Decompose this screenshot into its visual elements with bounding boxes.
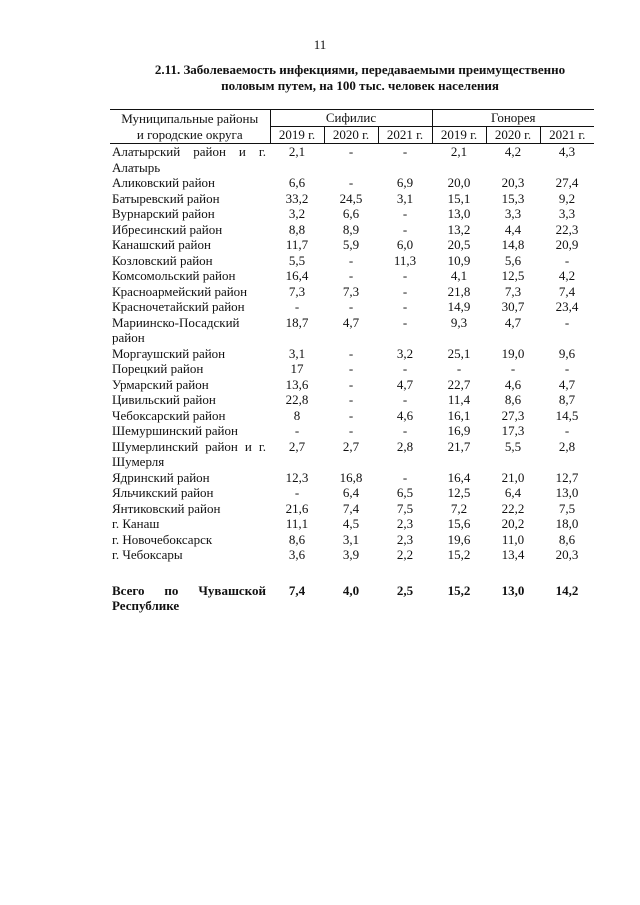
- row-value: 3,2: [288, 206, 306, 221]
- table-row: [110, 485, 594, 501]
- row-name: Чебоксарский район: [112, 407, 226, 423]
- row-name: Порецкий район: [112, 361, 204, 376]
- row-value: 8,6: [504, 392, 522, 407]
- table-row: [110, 439, 594, 470]
- row-value: -: [294, 423, 300, 438]
- row-value: 16,4: [447, 469, 471, 485]
- row-value: 5,5: [288, 252, 306, 268]
- header-gonorrhea: Гонорея: [432, 110, 594, 127]
- row-value: -: [348, 175, 354, 190]
- row-value: 3,6: [288, 547, 306, 562]
- row-value: 22,3: [555, 221, 579, 237]
- row-value: 4,2: [504, 144, 522, 159]
- header-year: 2019 г.: [270, 127, 324, 144]
- row-value: 7,4: [342, 500, 360, 516]
- row-value: 19,6: [447, 531, 471, 547]
- row-value: 4,7: [504, 314, 522, 330]
- row-value: 15,1: [447, 190, 471, 206]
- row-value: 14,9: [447, 299, 471, 314]
- table-title-line-1: 2.11. Заболеваемость инфекциями, передаваемыми преимущественно: [154, 62, 566, 77]
- row-value: 14,5: [555, 407, 579, 423]
- header-year: 2020 г.: [324, 127, 378, 144]
- row-value: 21,0: [501, 469, 525, 485]
- table-row: [110, 299, 594, 315]
- table-row: [110, 268, 594, 284]
- row-value: 4,2: [558, 268, 576, 283]
- row-value: 9,2: [558, 190, 576, 206]
- table-row: [110, 253, 594, 269]
- row-value: 3,3: [504, 206, 522, 221]
- row-value: 19,0: [501, 345, 525, 361]
- row-value: 27,4: [555, 175, 579, 190]
- row-value: -: [348, 345, 354, 361]
- row-value: 16,8: [339, 469, 363, 485]
- row-value: -: [348, 361, 354, 376]
- row-value: 4,1: [450, 268, 468, 283]
- row-name: Красноармейский район: [112, 283, 248, 299]
- row-value: 7,4: [558, 283, 576, 299]
- row-value: 4,0: [342, 582, 360, 598]
- row-value: 14,8: [501, 237, 525, 252]
- row-value: 13,6: [285, 376, 309, 392]
- row-name: Красночетайский район: [112, 299, 245, 314]
- row-value: 21,7: [447, 438, 471, 454]
- row-value: -: [564, 314, 570, 330]
- row-value: 9,3: [450, 314, 468, 330]
- row-name: Батыревский район: [112, 190, 220, 206]
- row-value: 20,2: [501, 516, 525, 531]
- row-value: 8,6: [558, 531, 576, 547]
- header-year: 2021 г.: [540, 127, 594, 144]
- row-value: 7,4: [288, 582, 306, 598]
- table-row: [110, 284, 594, 300]
- row-value: 20,3: [555, 547, 579, 562]
- row-value: 33,2: [285, 190, 309, 206]
- row-value: -: [348, 144, 354, 159]
- row-value: 14,2: [555, 582, 579, 598]
- row-name: Шумерлинский район и г. Шумерля: [112, 438, 266, 469]
- row-value: 21,8: [447, 283, 471, 299]
- row-value: 5,6: [504, 252, 522, 268]
- row-value: 7,3: [288, 283, 306, 299]
- row-name: Аликовский район: [112, 175, 215, 190]
- row-value: 2,8: [396, 438, 414, 454]
- row-name: Урмарский район: [112, 376, 209, 392]
- row-value: -: [294, 299, 300, 314]
- row-name: Ядринский район: [112, 469, 210, 485]
- table-row: [110, 423, 594, 439]
- row-name: Канашский район: [112, 237, 211, 252]
- header-year: 2021 г.: [378, 127, 432, 144]
- row-value: 11,4: [447, 392, 471, 407]
- table-row: [110, 377, 594, 393]
- row-value: 25,1: [447, 345, 471, 361]
- row-value: 12,5: [501, 268, 525, 283]
- row-value: 2,8: [558, 438, 576, 454]
- row-value: 18,0: [555, 516, 579, 531]
- row-value: -: [348, 299, 354, 314]
- row-value: 6,9: [396, 175, 414, 190]
- table-row: [110, 206, 594, 222]
- row-value: 7,5: [558, 500, 576, 516]
- row-value: 20,0: [447, 175, 471, 190]
- row-value: 2,1: [450, 144, 468, 159]
- row-value: 17,3: [501, 423, 525, 438]
- page-number: 11: [313, 37, 327, 52]
- row-value: 16,9: [447, 423, 471, 438]
- row-value: 13,0: [501, 582, 525, 598]
- row-value: -: [402, 299, 408, 314]
- row-value: 16,4: [285, 268, 309, 283]
- row-name: г. Чебоксары: [112, 547, 183, 562]
- header-year: 2020 г.: [486, 127, 540, 144]
- row-value: 15,2: [447, 582, 471, 598]
- spacer-row: [110, 563, 594, 583]
- row-value: -: [402, 221, 408, 237]
- row-value: 13,2: [447, 221, 471, 237]
- row-value: 15,3: [501, 190, 525, 206]
- row-value: 8,7: [558, 392, 576, 407]
- row-value: -: [348, 423, 354, 438]
- morbidity-table: [110, 109, 594, 614]
- row-value: 6,5: [396, 485, 414, 500]
- table-row: [110, 346, 594, 362]
- table-row: [110, 237, 594, 253]
- total-row: [110, 583, 594, 614]
- row-value: 6,6: [288, 175, 306, 190]
- table-body: [110, 144, 594, 614]
- row-value: -: [348, 376, 354, 392]
- header-municipality-line-2: и городские округа: [136, 126, 243, 142]
- row-value: 12,5: [447, 485, 471, 500]
- row-value: -: [402, 361, 408, 376]
- row-name: Ибресинский район: [112, 221, 223, 237]
- row-value: 2,3: [396, 531, 414, 547]
- table-row: [110, 408, 594, 424]
- morbidity-table-container: [110, 109, 594, 614]
- table-row: [110, 361, 594, 377]
- row-value: -: [402, 144, 408, 159]
- row-value: -: [402, 283, 408, 299]
- row-name: Цивильский район: [112, 392, 216, 407]
- row-value: -: [348, 252, 354, 268]
- row-name: Янтиковский район: [112, 500, 221, 516]
- row-value: 9,6: [558, 345, 576, 361]
- row-value: -: [402, 469, 408, 485]
- table-row: [110, 315, 594, 346]
- table-row: [110, 501, 594, 517]
- row-value: 6,6: [342, 206, 360, 221]
- row-value: 5,5: [504, 438, 522, 454]
- row-value: 6,0: [396, 237, 414, 252]
- row-value: 22,7: [447, 376, 471, 392]
- table-row: [110, 532, 594, 548]
- row-value: 20,5: [447, 237, 471, 252]
- row-value: 22,2: [501, 500, 525, 516]
- row-value: 15,6: [447, 516, 471, 531]
- row-value: 5,9: [342, 237, 360, 252]
- row-value: 2,5: [396, 582, 414, 598]
- row-value: 22,8: [285, 392, 309, 407]
- row-value: -: [402, 392, 408, 407]
- row-value: -: [348, 392, 354, 407]
- table-row: [110, 175, 594, 191]
- row-name: Всего по Чувашской Республике: [112, 582, 266, 613]
- header-municipality: [110, 110, 270, 144]
- table-title-line-2: половым путем, на 100 тыс. человек населения: [221, 78, 499, 93]
- row-value: 2,1: [288, 144, 306, 159]
- row-value: 8,8: [288, 221, 306, 237]
- row-value: 15,2: [447, 547, 471, 562]
- row-value: 3,1: [288, 345, 306, 361]
- table-row: [110, 191, 594, 207]
- row-value: 2,7: [288, 438, 306, 454]
- row-name: Моргаушский район: [112, 345, 226, 361]
- row-value: 17: [290, 361, 304, 376]
- row-value: 4,5: [342, 516, 360, 531]
- row-value: 11,0: [501, 531, 525, 547]
- table-row: [110, 470, 594, 486]
- row-value: 16,1: [447, 407, 471, 423]
- row-value: -: [348, 407, 354, 423]
- row-value: 7,3: [342, 283, 360, 299]
- row-value: -: [402, 314, 408, 330]
- row-value: 7,3: [504, 283, 522, 299]
- row-value: 13,4: [501, 547, 525, 562]
- row-value: 4,7: [558, 376, 576, 392]
- row-value: 4,7: [396, 376, 414, 392]
- row-name: Вурнарский район: [112, 206, 215, 221]
- header-municipality-line-1: Муниципальные районы: [121, 110, 259, 126]
- row-value: 3,2: [396, 345, 414, 361]
- row-name: Козловский район: [112, 252, 213, 268]
- row-value: -: [348, 268, 354, 283]
- row-value: 24,5: [339, 190, 363, 206]
- row-value: 11,3: [393, 252, 417, 268]
- row-value: 3,3: [558, 206, 576, 221]
- row-value: 8: [293, 407, 301, 423]
- row-name: Алатырский район и г. Алатырь: [112, 144, 266, 175]
- spacer-cell: [110, 563, 594, 583]
- row-value: -: [564, 361, 570, 376]
- row-name: Шемуршинский район: [112, 423, 238, 438]
- row-value: 2,7: [342, 438, 360, 454]
- row-value: 10,9: [447, 252, 471, 268]
- row-value: 27,3: [501, 407, 525, 423]
- row-value: -: [402, 206, 408, 221]
- header-syphilis: Сифилис: [270, 110, 432, 127]
- row-value: 11,1: [285, 516, 309, 531]
- row-value: 2,2: [396, 547, 414, 562]
- table-row: [110, 222, 594, 238]
- row-value: 8,9: [342, 221, 360, 237]
- row-value: 23,4: [555, 299, 579, 314]
- row-value: 4,3: [558, 144, 576, 159]
- row-value: 21,6: [285, 500, 309, 516]
- row-value: -: [402, 423, 408, 438]
- row-value: 6,4: [504, 485, 522, 500]
- row-value: -: [402, 268, 408, 283]
- row-value: 11,7: [285, 237, 309, 252]
- row-value: 20,9: [555, 237, 579, 252]
- row-value: -: [294, 485, 300, 500]
- row-value: 18,7: [285, 314, 309, 330]
- row-value: 2,3: [396, 516, 414, 531]
- table-row: [110, 144, 594, 176]
- row-name: Мариинско-Посадский район: [112, 314, 240, 345]
- table-row: [110, 516, 594, 532]
- row-value: 30,7: [501, 299, 525, 314]
- row-value: 7,5: [396, 500, 414, 516]
- row-value: 12,7: [555, 469, 579, 485]
- row-value: 20,3: [501, 175, 525, 190]
- row-value: 4,7: [342, 314, 360, 330]
- row-value: 7,2: [450, 500, 468, 516]
- row-value: 13,0: [447, 206, 471, 221]
- table-row: [110, 392, 594, 408]
- table-row: [110, 547, 594, 563]
- row-value: 12,3: [285, 469, 309, 485]
- row-value: 3,1: [396, 190, 414, 206]
- table-title: [110, 62, 610, 94]
- row-value: 4,6: [396, 407, 414, 423]
- row-value: 4,4: [504, 221, 522, 237]
- row-value: 4,6: [504, 376, 522, 392]
- row-value: 3,9: [342, 547, 360, 562]
- row-value: 3,1: [342, 531, 360, 547]
- row-value: 13,0: [555, 485, 579, 500]
- row-name: Яльчикский район: [112, 485, 214, 500]
- row-value: 8,6: [288, 531, 306, 547]
- row-name: Комсомольский район: [112, 268, 236, 283]
- row-value: -: [564, 252, 570, 268]
- row-value: 6,4: [342, 485, 360, 500]
- row-value: -: [510, 361, 516, 376]
- row-value: -: [564, 423, 570, 438]
- row-name: г. Канаш: [112, 516, 160, 531]
- header-year: 2019 г.: [432, 127, 486, 144]
- row-name: г. Новочебоксарск: [112, 531, 213, 547]
- row-value: -: [456, 361, 462, 376]
